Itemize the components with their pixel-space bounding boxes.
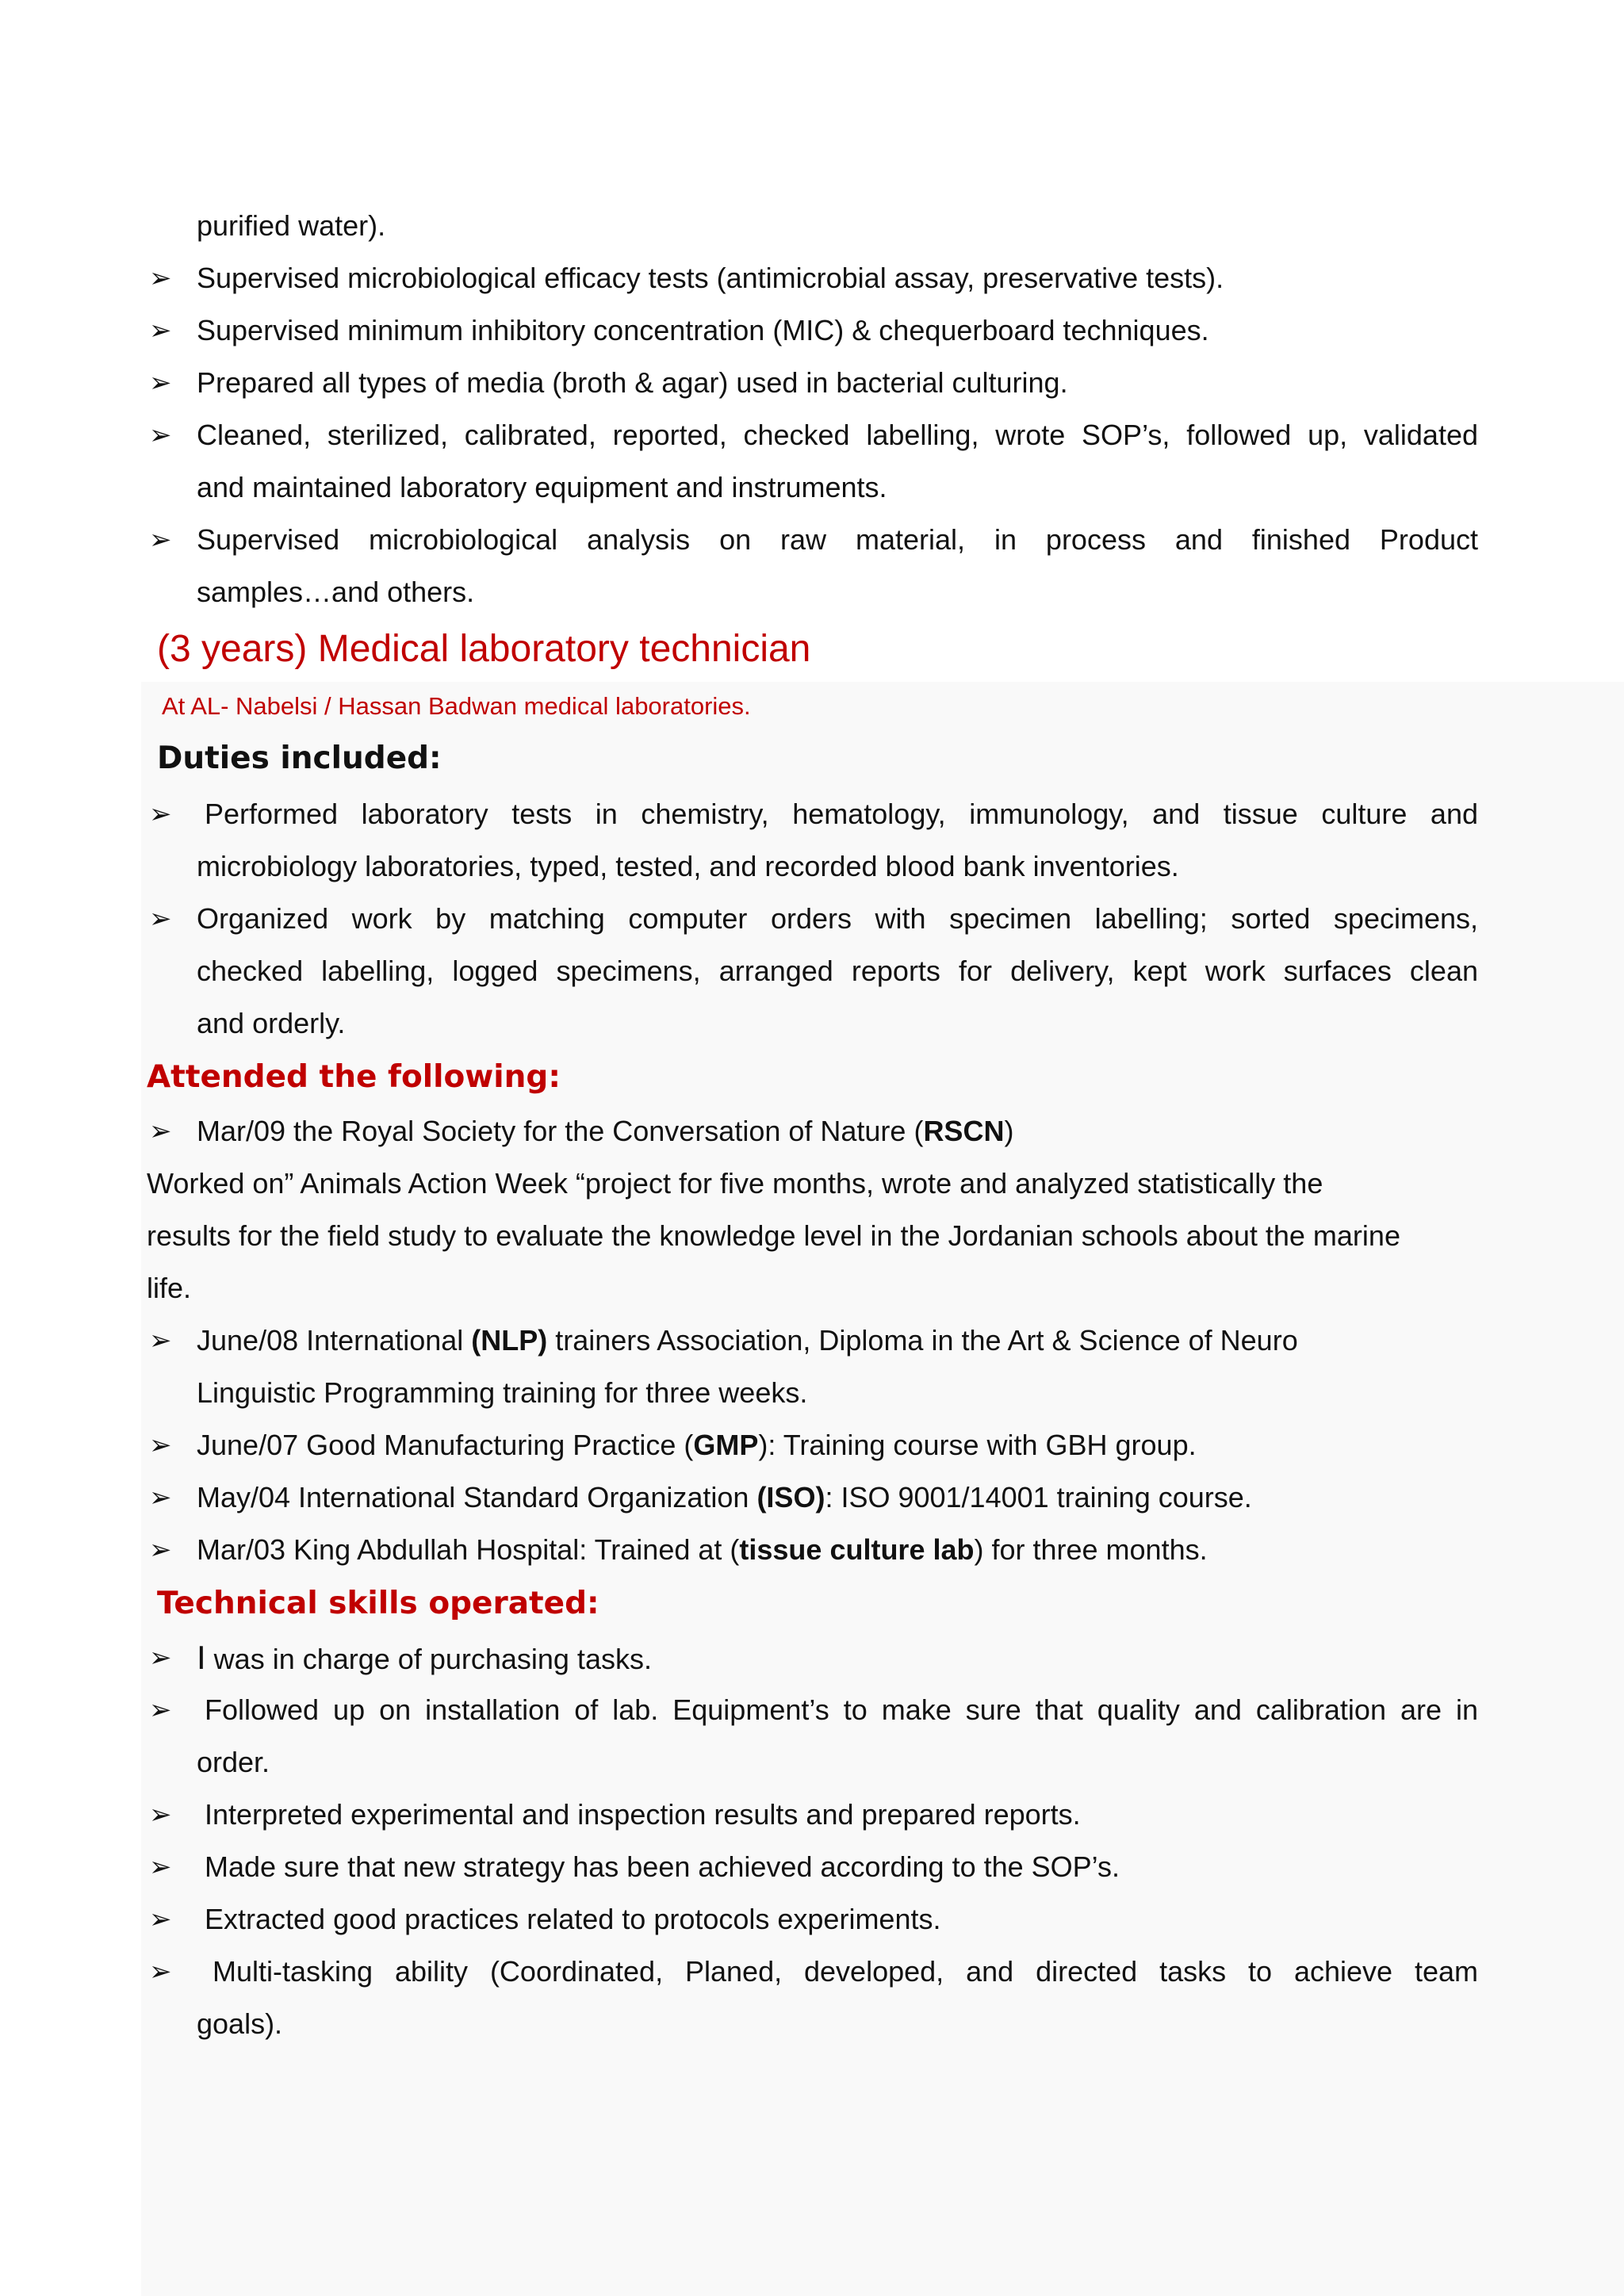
attended-iso-rest: : ISO 9001/14001 training course.: [825, 1481, 1252, 1513]
bullet-icon: ➢: [149, 1534, 172, 1566]
rscn-para-line-2: results for the field study to evaluate the knowledge level in the Jordanian schools about the marine: [147, 1219, 1400, 1252]
skill-6-line-1: Multi-tasking ability (Coordinated, Planed, developed, and directed tasks to achieve team: [213, 1955, 1478, 1988]
bullet-icon: ➢: [149, 419, 172, 451]
rscn-para-line-1: Worked on” Animals Action Week “project for five months, wrote and analyzed statistically the: [147, 1167, 1323, 1200]
bullet-icon: ➢: [149, 524, 172, 556]
rscn-para-line-3: life.: [147, 1272, 192, 1304]
bullet-icon: ➢: [149, 1694, 172, 1726]
intro-bullet-4-line-2: and maintained laboratory equipment and instruments.: [197, 471, 887, 503]
attended-nlp: [197, 1323, 1298, 1358]
bullet-icon: ➢: [149, 367, 172, 399]
duty-2-line-3: and orderly.: [197, 1007, 346, 1039]
attended-khh-text: Mar/03 King Abdullah Hospital: Trained at (: [197, 1533, 740, 1566]
attended-rscn-close: ): [1004, 1115, 1014, 1147]
bullet-icon: ➢: [149, 1115, 172, 1147]
attended-iso-abbrev: (ISO): [756, 1481, 825, 1513]
duties-heading: Duties included:: [157, 740, 442, 776]
attended-nlp-abbrev: (NLP): [471, 1324, 548, 1357]
skill-1-initial: I: [197, 1639, 206, 1676]
attended-khh-lab: tissue culture lab: [739, 1533, 975, 1566]
skill-2-line-1: Followed up on installation of lab. Equipment’s to make sure that quality and calibration are in: [205, 1693, 1478, 1726]
job-employer: At AL- Nabelsi / Hassan Badwan medical laboratories.: [162, 692, 751, 720]
attended-iso-text: May/04 International Standard Organization: [197, 1481, 757, 1513]
bullet-icon: ➢: [149, 903, 172, 935]
job-title: (3 years) Medical laboratory technician: [157, 628, 811, 670]
attended-gmp-text: June/07 Good Manufacturing Practice (: [197, 1429, 694, 1461]
intro-bullet-2: Supervised minimum inhibitory concentration (MIC) & chequerboard techniques.: [197, 314, 1209, 346]
attended-nlp-text: June/08 International: [197, 1324, 472, 1357]
bullet-icon: ➢: [149, 1904, 172, 1935]
skills-heading: Technical skills operated:: [157, 1586, 599, 1621]
skill-1: [197, 1640, 652, 1677]
attended-rscn-text: Mar/09 the Royal Society for the Conversation of Nature (: [197, 1115, 924, 1147]
attended-nlp-rest: trainers Association, Diploma in the Art & Science of Neuro: [547, 1324, 1298, 1357]
attended-heading: Attended the following:: [147, 1059, 561, 1095]
bullet-icon: ➢: [149, 262, 172, 294]
skill-1-text: was in charge of purchasing tasks.: [205, 1643, 652, 1675]
intro-bullet-3: Prepared all types of media (broth & agar) used in bacterial culturing.: [197, 366, 1068, 399]
attended-gmp-rest: ): Training course with GBH group.: [758, 1429, 1197, 1461]
intro-bullet-1: Supervised microbiological efficacy tests (antimicrobial assay, preservative tests).: [197, 262, 1224, 294]
attended-rscn: [197, 1114, 1013, 1149]
attended-khh: [197, 1533, 1208, 1567]
skill-6-line-2: goals).: [197, 2007, 283, 2040]
bullet-icon: ➢: [149, 798, 172, 830]
attended-gmp-abbrev: GMP: [693, 1429, 759, 1461]
bullet-icon: ➢: [149, 1851, 172, 1883]
duty-2-line-1: Organized work by matching computer orders with specimen labelling; sorted specimens,: [197, 902, 1478, 935]
bullet-icon: ➢: [149, 1325, 172, 1357]
attended-rscn-abbrev: RSCN: [923, 1115, 1005, 1147]
bullet-icon: ➢: [149, 1429, 172, 1461]
attended-iso: [197, 1480, 1252, 1515]
skill-3: Interpreted experimental and inspection results and prepared reports.: [205, 1798, 1081, 1831]
bullet-icon: ➢: [149, 1642, 172, 1674]
attended-khh-rest: ) for three months.: [974, 1533, 1208, 1566]
skill-2-line-2: order.: [197, 1746, 270, 1778]
intro-bullet-5-line-2: samples…and others.: [197, 576, 475, 608]
duty-2-line-2: checked labelling, logged specimens, arranged reports for delivery, kept work surfaces clean: [197, 955, 1478, 987]
bullet-icon: ➢: [149, 1799, 172, 1831]
bullet-icon: ➢: [149, 1956, 172, 1988]
continued-line: purified water).: [197, 209, 386, 242]
attended-gmp: [197, 1428, 1197, 1463]
attended-nlp-line-2: Linguistic Programming training for three weeks.: [197, 1376, 808, 1409]
duty-1-line-2: microbiology laboratories, typed, tested, and recorded blood bank inventories.: [197, 850, 1179, 882]
bullet-icon: ➢: [149, 315, 172, 346]
skill-4: Made sure that new strategy has been achieved according to the SOP’s.: [205, 1850, 1120, 1883]
skill-5: Extracted good practices related to protocols experiments.: [205, 1903, 941, 1935]
intro-bullet-5-line-1: Supervised microbiological analysis on raw material, in process and finished Product: [197, 523, 1478, 556]
bullet-icon: ➢: [149, 1482, 172, 1513]
duty-1-line-1: Performed laboratory tests in chemistry, hematology, immunology, and tissue culture and: [205, 798, 1478, 830]
intro-bullet-4-line-1: Cleaned, sterilized, calibrated, reported, checked labelling, wrote SOP’s, followed up, validated: [197, 419, 1478, 451]
